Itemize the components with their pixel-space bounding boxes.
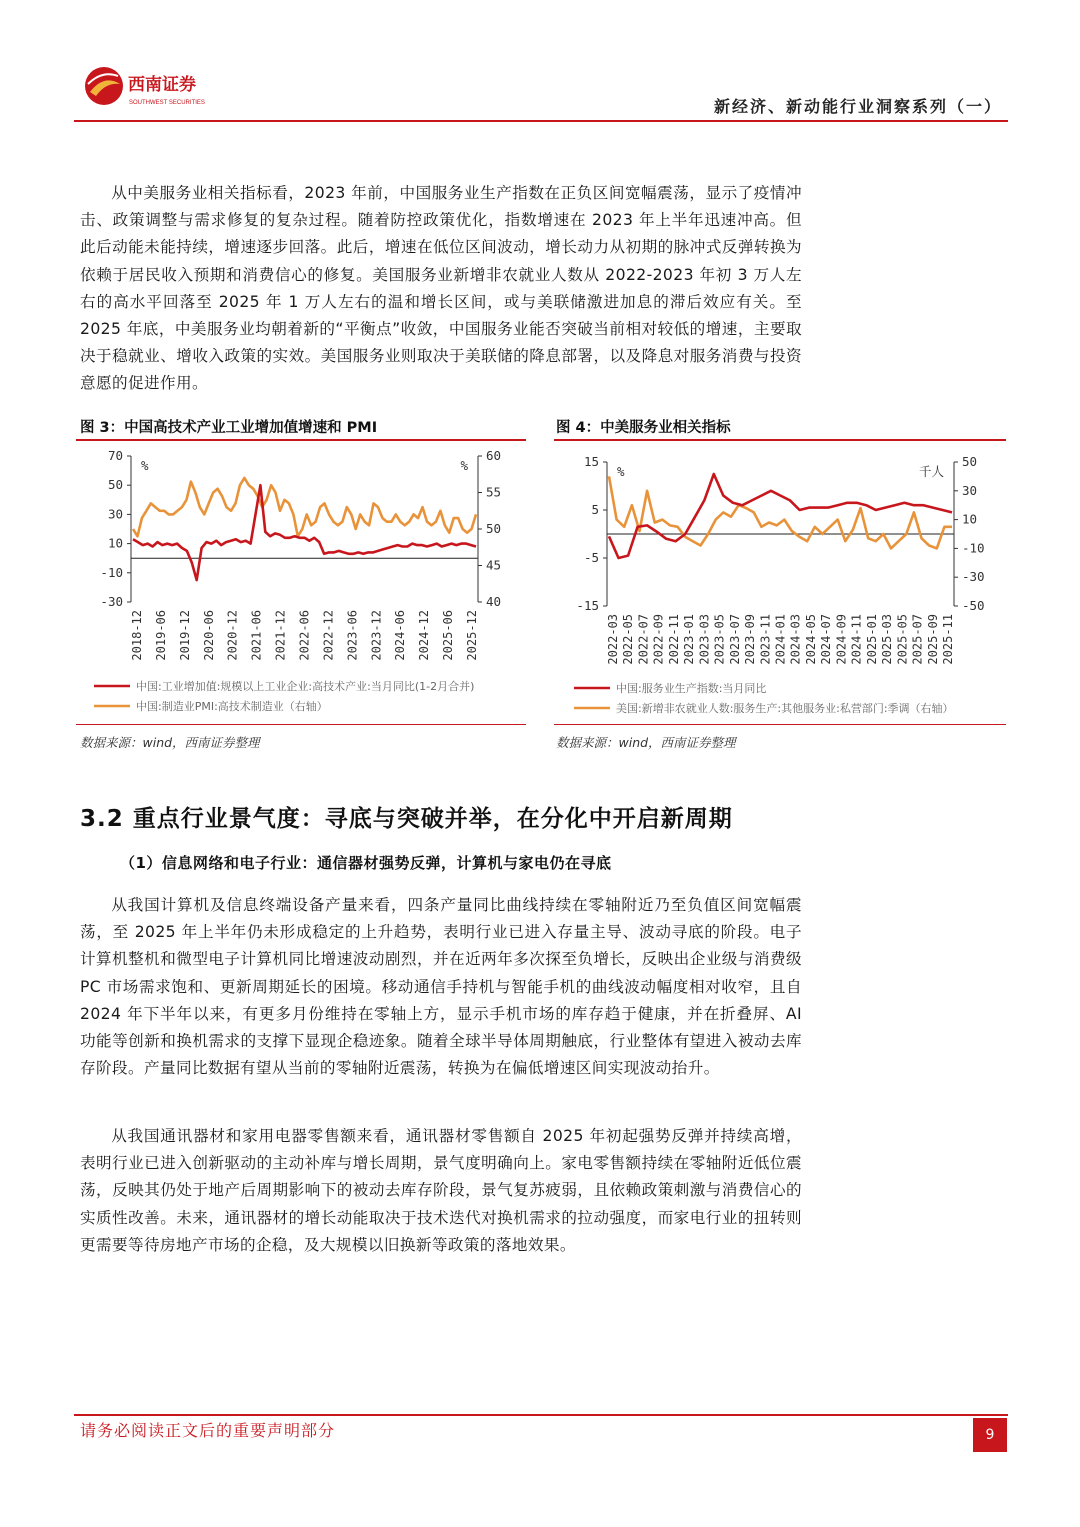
page-number: 9 <box>973 1418 1007 1452</box>
intro-text: 从中美服务业相关指标看，2023 年前，中国服务业生产指数在正负区间宽幅震荡，显示了疫情冲击、政策调整与需求修复的复杂过程。随着防控政策优化，指数增速在 2023 年上半年迅速冲高。但此后动能未能持续，增速逐步回落。此后，增速在低位区间波动，增长动力从初期的脉冲式反弹转换为依赖于居民收入预期和消费信心的修复。美国服务业新增非农就业人数从 2022-2023 年初 3 万人左右的高水平回落至 2025 年 1 万人左右的温和增长区间，或与美联储激进加息的滞后效应有关。至 2025 年底，中美服务业均朝着新的“平衡点”收敛，中国服务业能否突破当前相对较低的增速，主要取决于稳就业、增收入政策的实效。美国服务业则取决于美联储的降息部署，以及降息对服务消费与投资意愿的促进作用。 <box>80 184 802 393</box>
chart-1-x-tick-label: 2023-01 <box>682 614 697 665</box>
chart-1-x-tick-label: 2022-05 <box>621 614 636 665</box>
fig4-chart <box>554 442 1006 722</box>
chart-0-legend-label: 中国:制造业PMI:高技术制造业（右轴） <box>136 700 328 713</box>
footer-divider <box>74 1414 1008 1416</box>
chart-0-left-tick-label: 30 <box>107 506 123 522</box>
section-subtitle: （1）信息网络和电子行业：通信器材强势反弹，计算机与家电仍在寻底 <box>120 854 612 872</box>
chart-1-x-tick-label: 2024-11 <box>849 614 864 665</box>
chart-1-x-tick-label: 2022-09 <box>651 614 666 665</box>
chart-0-left-tick-label: -10 <box>100 564 123 580</box>
chart-1-right-tick-label: 30 <box>962 482 978 498</box>
chart-1-x-tick-label: 2022-11 <box>666 614 681 665</box>
chart-0-right-tick-label: 50 <box>486 521 502 536</box>
fig4-bottom-rule <box>554 724 1006 725</box>
chart-1-x-tick-label: 2023-03 <box>697 614 712 665</box>
chart-0-x-tick-label: 2021-06 <box>249 610 264 661</box>
chart-0-x-tick-label: 2021-12 <box>273 610 288 661</box>
chart-0-left-unit: % <box>141 458 149 473</box>
chart-1-left-tick-label: 15 <box>583 454 599 469</box>
fig3-chart <box>76 442 526 722</box>
chart-1-x-tick-label: 2022-03 <box>606 614 620 665</box>
chart-0-series-right-line <box>133 478 476 536</box>
section-text-2: 从我国通讯器材和家用电器零售额来看，通讯器材零售额自 2025 年初起强势反弹并持续高增，表明行业已进入创新驱动的主动补库与增长周期，景气度明确向上。家电零售额持续在零轴附近低位震荡，反映其仍处于地产后周期影响下的被动去库存阶段，景气复苏疲弱，且依赖政策刺激与消费信心的实质性改善。未来，通讯器材的增长动能取决于技术迭代对换机需求的拉动强度，而家电行业的扭转则更需要等待房地产市场的企稳，及大规模以旧换新等政策的落地效果。 <box>80 1127 802 1254</box>
chart-1-x-tick-label: 2023-07 <box>727 614 742 665</box>
chart-1-series-left-line <box>609 474 952 558</box>
chart-1-x-tick-label: 2025-03 <box>880 614 895 665</box>
chart-0-x-tick-label: 2025-12 <box>465 610 479 661</box>
section-paragraph-2 <box>80 1123 802 1259</box>
logo-text-cn: 西南证券 <box>128 75 196 95</box>
fig3-top-rule <box>76 439 526 441</box>
header-divider <box>74 120 1008 122</box>
fig3-source: 数据来源：wind，西南证券整理 <box>80 735 260 750</box>
chart-1-right-tick-label: -30 <box>962 569 985 585</box>
chart-1-right-tick-label: -50 <box>962 598 985 613</box>
fig4-source: 数据来源：wind，西南证券整理 <box>556 735 736 750</box>
chart-1-legend-label: 美国:新增非农就业人数:服务生产:其他服务业:私营部门:季调（右轴） <box>616 702 954 715</box>
chart-1-x-tick-label: 2024-09 <box>834 614 849 665</box>
chart-1-x-tick-label: 2024-07 <box>819 614 834 665</box>
chart-1-right-tick-label: -10 <box>962 540 985 556</box>
section-title: 3.2 重点行业景气度：寻底与突破并举，在分化中开启新周期 <box>80 806 733 832</box>
chart-0-left-tick-label: 50 <box>107 477 123 493</box>
chart-1-x-tick-label: 2025-09 <box>925 614 940 665</box>
chart-1-x-tick-label: 2023-05 <box>712 614 727 665</box>
chart-0-x-tick-label: 2024-06 <box>393 610 408 661</box>
chart-0-x-tick-label: 2024-12 <box>417 610 432 661</box>
chart-0-legend-label: 中国:工业增加值:规模以上工业企业:高技术产业:当月同比(1-2月合并) <box>136 680 475 693</box>
company-logo <box>84 64 224 108</box>
chart-0-right-tick-label: 60 <box>486 448 502 463</box>
chart-1-right-tick-label: 10 <box>962 511 978 527</box>
chart-0-x-tick-label: 2023-12 <box>369 610 384 661</box>
chart-0-x-tick-label: 2022-06 <box>297 610 312 661</box>
chart-0-left-tick-label: 70 <box>107 448 123 463</box>
chart-1-right-unit: 千人 <box>918 464 944 479</box>
chart-0-left-tick-label: 10 <box>107 535 123 551</box>
chart-1-left-unit: % <box>617 464 625 479</box>
chart-0-x-tick-label: 2025-06 <box>441 610 456 661</box>
fig4-top-rule <box>554 439 1006 441</box>
chart-1-x-tick-label: 2025-11 <box>941 614 955 665</box>
chart-1-left-tick-label: 5 <box>591 502 599 517</box>
chart-1-x-tick-label: 2025-07 <box>910 614 925 665</box>
chart-0-x-tick-label: 2019-06 <box>153 610 168 661</box>
intro-paragraph <box>80 180 802 398</box>
chart-0-x-tick-label: 2020-12 <box>225 610 240 661</box>
footer-notice: 请务必阅读正文后的重要声明部分 <box>80 1421 336 1440</box>
chart-1-x-tick-label: 2024-01 <box>773 614 788 665</box>
chart-1-series-right-line <box>609 476 952 548</box>
chart-0-x-tick-label: 2022-12 <box>321 610 336 661</box>
chart-0-right-tick-label: 55 <box>486 484 502 500</box>
chart-1-x-tick-label: 2022-07 <box>636 614 651 665</box>
logo-text-en: SOUTHWEST SECURITIES <box>129 100 205 106</box>
section-text-1: 从我国计算机及信息终端设备产量来看，四条产量同比曲线持续在零轴附近乃至负值区间宽幅震荡，至 2025 年上半年仍未形成稳定的上升趋势，表明行业已进入存量主导、波动寻底的阶段。电子计算机整机和微型电子计算机同比增速波动剧烈，并在近两年多次探至负增长，反映出企业级与消费级 PC 市场需求饱和、更新周期延长的困境。移动通信手持机与智能手机的曲线波动幅度相对收窄，且自 2024 年下半年以来，有更多月份维持在零轴上方，显示手机市场的库存趋于健康，并在折叠屏、AI 功能等创新和换机需求的支撑下显现企稳迹象。随着全球半导体周期触底，行业整体有望进入被动去库存阶段。产量同比数据有望从当前的零轴附近震荡，转换为在偏低增速区间实现波动抬升。 <box>80 896 802 1078</box>
chart-1-left-tick-label: -5 <box>583 550 599 565</box>
chart-0-x-tick-label: 2023-06 <box>345 610 360 661</box>
chart-0-series-left-line <box>133 485 476 580</box>
chart-1-x-tick-label: 2023-09 <box>743 614 758 665</box>
fig4-caption: 图 4：中美服务业相关指标 <box>556 420 731 436</box>
chart-0-right-unit: % <box>460 458 468 473</box>
fig3-bottom-rule <box>76 724 526 725</box>
chart-1-x-tick-label: 2024-05 <box>803 614 818 665</box>
chart-0-left-tick-label: -30 <box>100 594 123 609</box>
chart-1-x-tick-label: 2023-11 <box>758 614 773 665</box>
chart-1-right-tick-label: 50 <box>962 454 978 469</box>
section-paragraph-1 <box>80 892 802 1082</box>
chart-1-x-tick-label: 2025-01 <box>864 614 879 665</box>
chart-0-right-tick-label: 45 <box>486 557 502 573</box>
logo-emblem-icon <box>84 64 224 108</box>
chart-1-legend-label: 中国:服务业生产指数:当月同比 <box>616 682 767 695</box>
chart-1-x-tick-label: 2024-03 <box>788 614 803 665</box>
chart-0-x-tick-label: 2018-12 <box>130 610 144 661</box>
chart-0-right-tick-label: 40 <box>486 594 502 609</box>
chart-0-x-tick-label: 2019-12 <box>177 610 192 661</box>
chart-1-left-tick-label: -15 <box>576 598 599 613</box>
chart-1-x-tick-label: 2025-05 <box>895 614 910 665</box>
fig3-caption: 图 3：中国高技术产业工业增加值增速和 PMI <box>80 420 378 436</box>
chart-0-x-tick-label: 2020-06 <box>201 610 216 661</box>
document-title: 新经济、新动能行业洞察系列（一） <box>713 97 1002 116</box>
